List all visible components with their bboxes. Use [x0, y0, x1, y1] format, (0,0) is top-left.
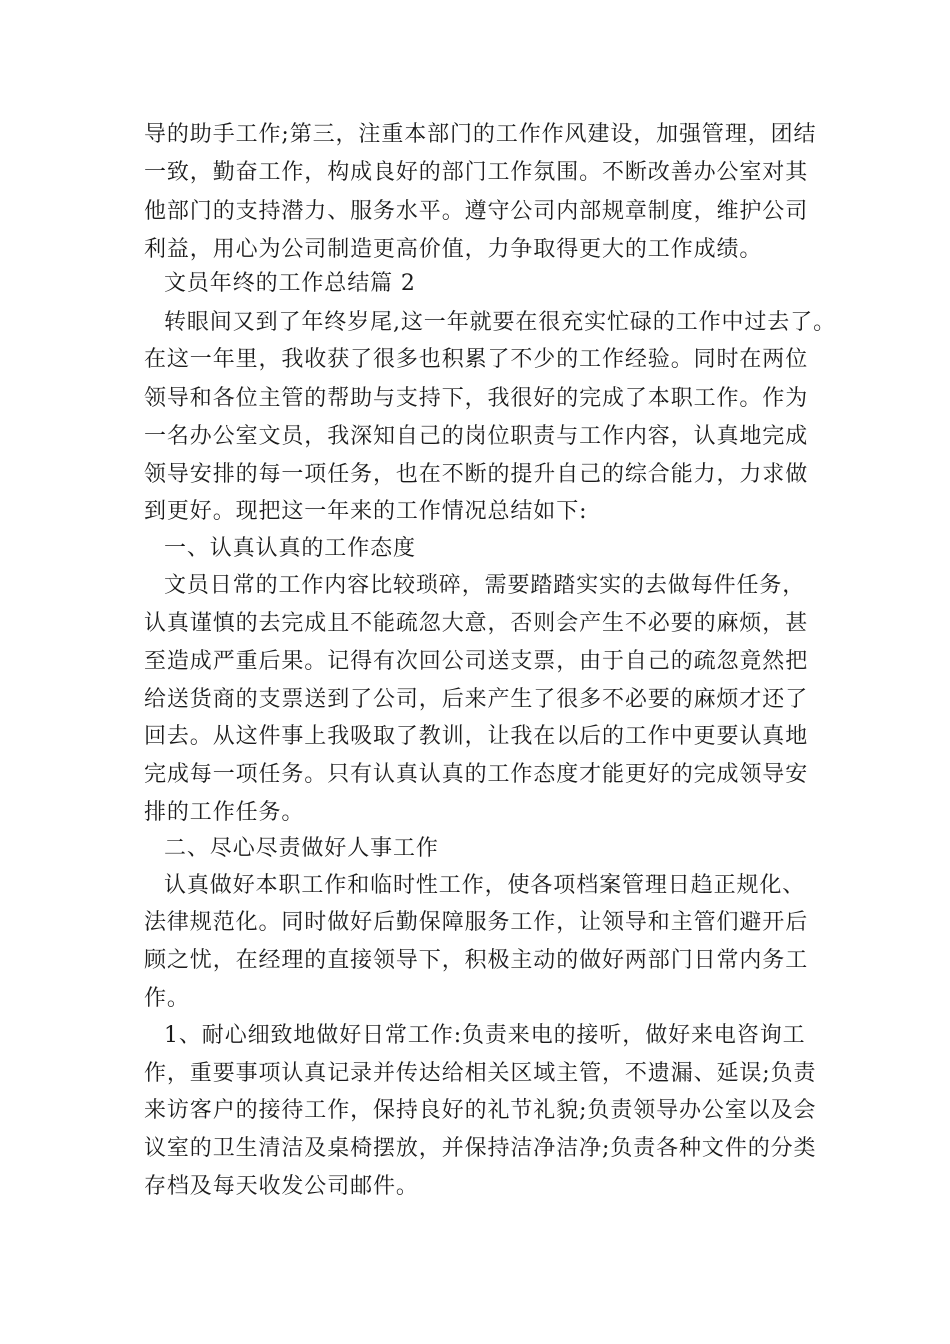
text-line: 法律规范化。同时做好后勤保障服务工作，让领导和主管们避开后 [144, 910, 809, 935]
text-line: 认真谨慎的去完成且不能疏忽大意，否则会产生不必要的麻烦，甚 [144, 611, 809, 636]
text-line: 领导和各位主管的帮助与支持下，我很好的完成了本职工作。作为 [144, 386, 809, 411]
text-line: 到更好。现把这一年来的工作情况总结如下: [144, 499, 588, 524]
section-heading: 一、认真认真的工作态度 [164, 536, 416, 561]
text-line: 在这一年里，我收获了很多也积累了不少的工作经验。同时在两位 [144, 347, 809, 372]
text-line: 给送货商的支票送到了公司，后来产生了很多不必要的麻烦才还了 [144, 687, 809, 712]
text-line: 领导安排的每一项任务，也在不断的提升自己的综合能力，力求做 [144, 462, 809, 487]
section-heading: 二、尽心尽责做好人事工作 [164, 836, 439, 861]
text-line: 顾之忧，在经理的直接领导下，积极主动的做好两部门日常内务工 [144, 948, 809, 973]
text-line: 一名办公室文员，我深知自己的岗位职责与工作内容，认真地完成 [144, 424, 809, 449]
text-line: 认真做好本职工作和临时性工作，使各项档案管理日趋正规化、 [164, 873, 806, 898]
text-line: 利益，用心为公司制造更高价值，力争取得更大的工作成绩。 [144, 237, 763, 262]
text-line: 存档及每天收发公司邮件。 [144, 1174, 419, 1199]
text-line: 来访客户的接待工作，保持良好的礼节礼貌;负责领导办公室以及会 [144, 1098, 817, 1123]
text-line: 议室的卫生清洁及桌椅摆放，并保持洁净洁净;负责各种文件的分类 [144, 1136, 817, 1161]
text-line: 作。 [144, 986, 190, 1011]
text-line: 回去。从这件事上我吸取了教训，让我在以后的工作中更要认真地 [144, 724, 809, 749]
text-line: 一致，勤奋工作，构成良好的部门工作氛围。不断改善办公室对其 [144, 160, 809, 185]
text-line: 他部门的支持潜力、服务水平。遵守公司内部规章制度，维护公司 [144, 199, 809, 224]
text-line: 排的工作任务。 [144, 800, 305, 825]
text-line: 文员日常的工作内容比较琐碎，需要踏踏实实的去做每件任务， [164, 573, 806, 598]
text-line: 转眼间又到了年终岁尾,这一年就要在很充实忙碌的工作中过去了。 [164, 310, 836, 335]
section-title: 文员年终的工作总结篇 2 [164, 271, 416, 296]
text-line: 完成每一项任务。只有认真认真的工作态度才能更好的完成领导安 [144, 762, 809, 787]
text-line: 至造成严重后果。记得有次回公司送支票，由于自己的疏忽竟然把 [144, 649, 809, 674]
text-line: 1、耐心细致地做好日常工作:负责来电的接听，做好来电咨询工 [164, 1023, 806, 1048]
text-line: 导的助手工作;第三，注重本部门的工作作风建设，加强管理，团结 [144, 122, 817, 147]
text-line: 作，重要事项认真记录并传达给相关区域主管，不遗漏、延误;负责 [144, 1061, 817, 1086]
